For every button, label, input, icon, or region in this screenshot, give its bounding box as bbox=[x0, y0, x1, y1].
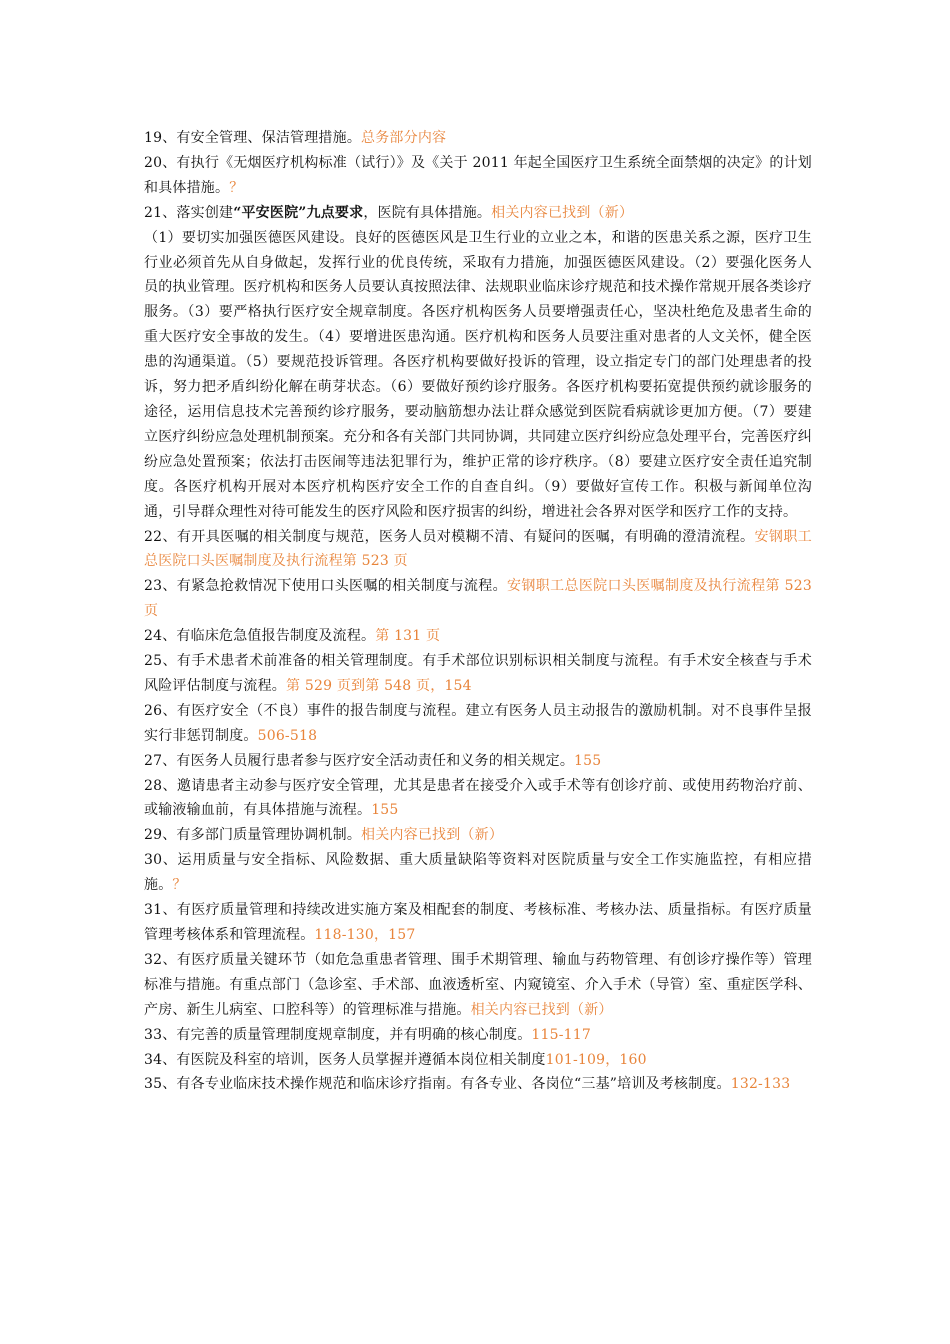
list-item-25 bbox=[144, 649, 812, 699]
list-item-29 bbox=[144, 823, 812, 848]
list-item-23 bbox=[144, 574, 812, 624]
list-item-26 bbox=[144, 699, 812, 749]
item-text: 34、有医院及科室的培训，医务人员掌握并遵循本岗位相关制度 bbox=[144, 1051, 546, 1068]
item-text: 33、有完善的质量管理制度规章制度，并有明确的核心制度。 bbox=[144, 1026, 532, 1043]
item-text: 31、有医疗质量管理和持续改进实施方案及相配套的制度、考核标准、考核办法、质量指标。有医疗质量管理考核体系和管理流程。 bbox=[144, 902, 812, 943]
item-text: 27、有医务人员履行患者参与医疗安全活动责任和义务的相关规定。 bbox=[144, 752, 575, 769]
item-text: 28、邀请患者主动参与医疗安全管理，尤其是患者在接受介入或手术等有创诊疗前、或使用药物治疗前、或输液输血前，有具体措施与流程。 bbox=[144, 777, 812, 819]
item-text: 24、有临床危急值报告制度及流程。 bbox=[144, 628, 376, 645]
list-item-21 bbox=[144, 201, 812, 226]
item-note: 相关内容已找到（新） bbox=[470, 1001, 613, 1018]
item-text: 20、有执行《无烟医疗机构标准（试行）》及《关于 2011 年起全国医疗卫生系统全面禁烟的决定》的计划和具体措施。 bbox=[144, 154, 812, 196]
item-text: 21、落实创建 bbox=[144, 204, 234, 221]
item-note: 总务部分内容 bbox=[361, 130, 447, 146]
item-note: 155 bbox=[371, 802, 399, 819]
item-text: 35、有各专业临床技术操作规范和临床诊疗指南。有各专业、各岗位“三基”培训及考核制度。 bbox=[144, 1076, 731, 1093]
item-text: （1）要切实加强医德医风建设。良好的医德医风是卫生行业的立业之本，和谐的医患关系之源，医疗卫生行业必须首先从自身做起，发挥行业的优良传统，采取有力措施，加强医德医风建设。（2）要强化医务人员的执业管理。医疗机构和医务人员要认真按照法律、法规职业临床诊疗规范和技术操作常规开展各类诊疗服务。（3）要严格执行医疗安全规章制度。各医疗机构医务人员要增强责任心，坚决杜绝危及患者生命的重大医疗安全事故的发生。（4）要增进医患沟通。医疗机构和医务人员要注重对患者的人文关怀，健全医患的沟通渠道。（5）要规范投诉管理。各医疗机构要做好投诉的管理，设立指定专门的部门处理患者的投诉，努力把矛盾纠纷化解在萌芽状态。（6）要做好预约诊疗服务。各医疗机构要拓宽提供预约就诊服务的途径，运用信息技术完善预约诊疗服务，要动脑筋想办法让群众感觉到医院看病就诊更加方便。（7）要建立医疗纠纷应急处理机制预案。充分和各有关部门共同协调，共同建立医疗纠纷应急处理平台，完善医疗纠纷应急处置预案；依法打击医闹等违法犯罪行为，维护正常的诊疗秩序。（8）要建立医疗安全责任追究制度。各医疗机构开展对本医疗机构医疗安全工作的自查自纠。（9）要做好宣传工作。积极与新闻单位沟通，引导群众理性对待可能发生的医疗风险和医疗损害的纠纷，增进社会各界对医学和医疗工作的支持。 bbox=[144, 229, 812, 520]
list-item-28 bbox=[144, 774, 812, 824]
list-item-21-detail bbox=[144, 226, 812, 525]
item-note: 第 131 页 bbox=[375, 628, 441, 645]
item-note: 安钢职工总医院口头医嘱制度及执行流程第 523 页 bbox=[144, 578, 812, 620]
item-note: 101-109，160 bbox=[545, 1051, 647, 1068]
item-note: 安钢职工总医院口头医嘱制度及执行流程第 523 页 bbox=[144, 528, 812, 570]
item-text: ，医院有具体措施。 bbox=[363, 204, 492, 221]
item-note: 118-130，157 bbox=[314, 927, 416, 943]
list-item-34 bbox=[144, 1048, 812, 1073]
item-note: 155 bbox=[574, 752, 602, 769]
item-text: 25、有手术患者术前准备的相关管理制度。有手术部位识别标识相关制度与流程。有手术安全核查与手术风险评估制度与流程。 bbox=[144, 653, 812, 694]
item-text: 29、有多部门质量管理协调机制。 bbox=[144, 827, 362, 844]
item-note: 第 529 页到第 548 页，154 bbox=[286, 677, 472, 694]
document-page bbox=[144, 126, 812, 1097]
item-note: 115-117 bbox=[531, 1026, 591, 1043]
list-item-22 bbox=[144, 525, 812, 575]
item-note: ？ bbox=[172, 877, 187, 894]
item-text: 23、有紧急抢救情况下使用口头医嘱的相关制度与流程。 bbox=[144, 578, 508, 595]
list-item-35 bbox=[144, 1072, 812, 1097]
list-item-32 bbox=[144, 948, 812, 1023]
item-note: 相关内容已找到（新） bbox=[491, 204, 634, 221]
list-item-20 bbox=[144, 151, 812, 201]
list-item-30 bbox=[144, 848, 812, 898]
list-item-31 bbox=[144, 898, 812, 948]
item-text: 30、运用质量与安全指标、风险数据、重大质量缺陷等资料对医院质量与安全工作实施监控，有相应措施。 bbox=[144, 852, 812, 894]
list-item-24 bbox=[144, 624, 812, 649]
item-text: 26、有医疗安全（不良）事件的报告制度与流程。建立有医务人员主动报告的激励机制。对不良事件呈报实行非惩罚制度。 bbox=[144, 702, 812, 744]
item-note: 132-133 bbox=[730, 1076, 791, 1093]
list-item-27 bbox=[144, 749, 812, 774]
item-text: 32、有医疗质量关键环节（如危急重患者管理、围手术期管理、输血与药物管理、有创诊疗操作等）管理标准与措施。有重点部门（急诊室、手术部、血液透析室、内窥镜室、介入手术（导管）室、重症医学科、产房、新生儿病室、口腔科等）的管理标准与措施。 bbox=[144, 951, 812, 1018]
item-note: 相关内容已找到（新） bbox=[361, 827, 504, 844]
item-emphasis: “平安医院”九点要求 bbox=[233, 204, 364, 221]
item-note: ？ bbox=[229, 179, 244, 196]
list-item-19 bbox=[144, 126, 812, 151]
item-text: 22、有开具医嘱的相关制度与规范，医务人员对模糊不清、有疑问的医嘱，有明确的澄清流程。 bbox=[144, 528, 755, 545]
list-item-33 bbox=[144, 1023, 812, 1048]
item-text: 19、有安全管理、保洁管理措施。 bbox=[144, 130, 362, 146]
item-note: 506-518 bbox=[257, 727, 318, 744]
